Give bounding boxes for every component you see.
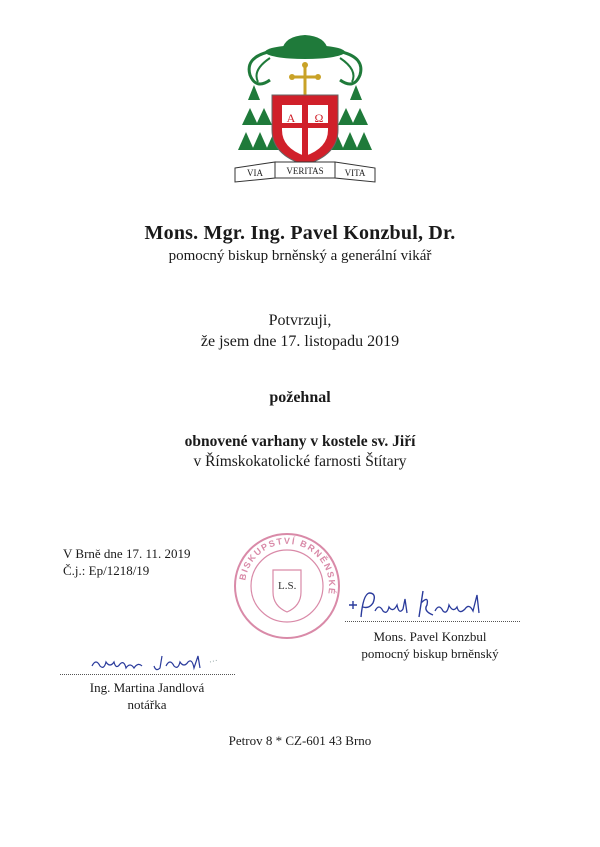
- bishop-signature-block: [340, 628, 520, 662]
- confirmation-text: [0, 310, 600, 352]
- address-footer: Petrov 8 * CZ-601 43 Brno: [228, 733, 372, 748]
- confirmation-line-1: Potvrzuji,: [268, 312, 332, 329]
- object-line-2: v Římskokatolické farnosti Štítary: [193, 453, 407, 470]
- notary-signature-icon: [70, 652, 240, 674]
- notary-title: notářka: [127, 697, 167, 712]
- seal-center-text: L.S.: [278, 580, 297, 592]
- seal-ring-text: BISKUPSTVÍ BRNĚNSKÉ: [237, 535, 338, 597]
- issuer-title: pomocný biskup brněnský a generální vikář: [168, 248, 432, 264]
- confirmation-line-2: že jsem dne 17. listopadu 2019: [200, 333, 400, 350]
- bishop-signature-line: [345, 621, 520, 622]
- action-verb: požehnal: [269, 389, 331, 406]
- bishop-name: Mons. Pavel Konzbul: [373, 629, 487, 644]
- notary-signature-block: [62, 679, 232, 713]
- motto-right: VITA: [344, 168, 366, 178]
- object-line-1: obnovené varhany v kostele sv. Jiří: [184, 433, 416, 450]
- date-block: [63, 545, 190, 579]
- coat-of-arms-icon: [230, 30, 380, 190]
- reference-number: Č.j.: Ep/1218/19: [63, 563, 150, 578]
- bishop-signature-icon: [345, 585, 495, 625]
- notary-signature-line: [60, 674, 235, 675]
- omega-letter: Ω: [314, 111, 324, 125]
- alpha-letter: A: [286, 111, 296, 125]
- bishop-title: pomocný biskup brněnský: [361, 646, 499, 661]
- notary-name: Ing. Martina Jandlová: [89, 680, 205, 695]
- motto-left: VIA: [247, 168, 263, 178]
- motto-center: VERITAS: [286, 166, 324, 176]
- place-date: V Brně dne 17. 11. 2019: [63, 546, 191, 561]
- issuer-name: Mons. Mgr. Ing. Pavel Konzbul, Dr.: [144, 222, 456, 244]
- blessed-object: [0, 432, 600, 472]
